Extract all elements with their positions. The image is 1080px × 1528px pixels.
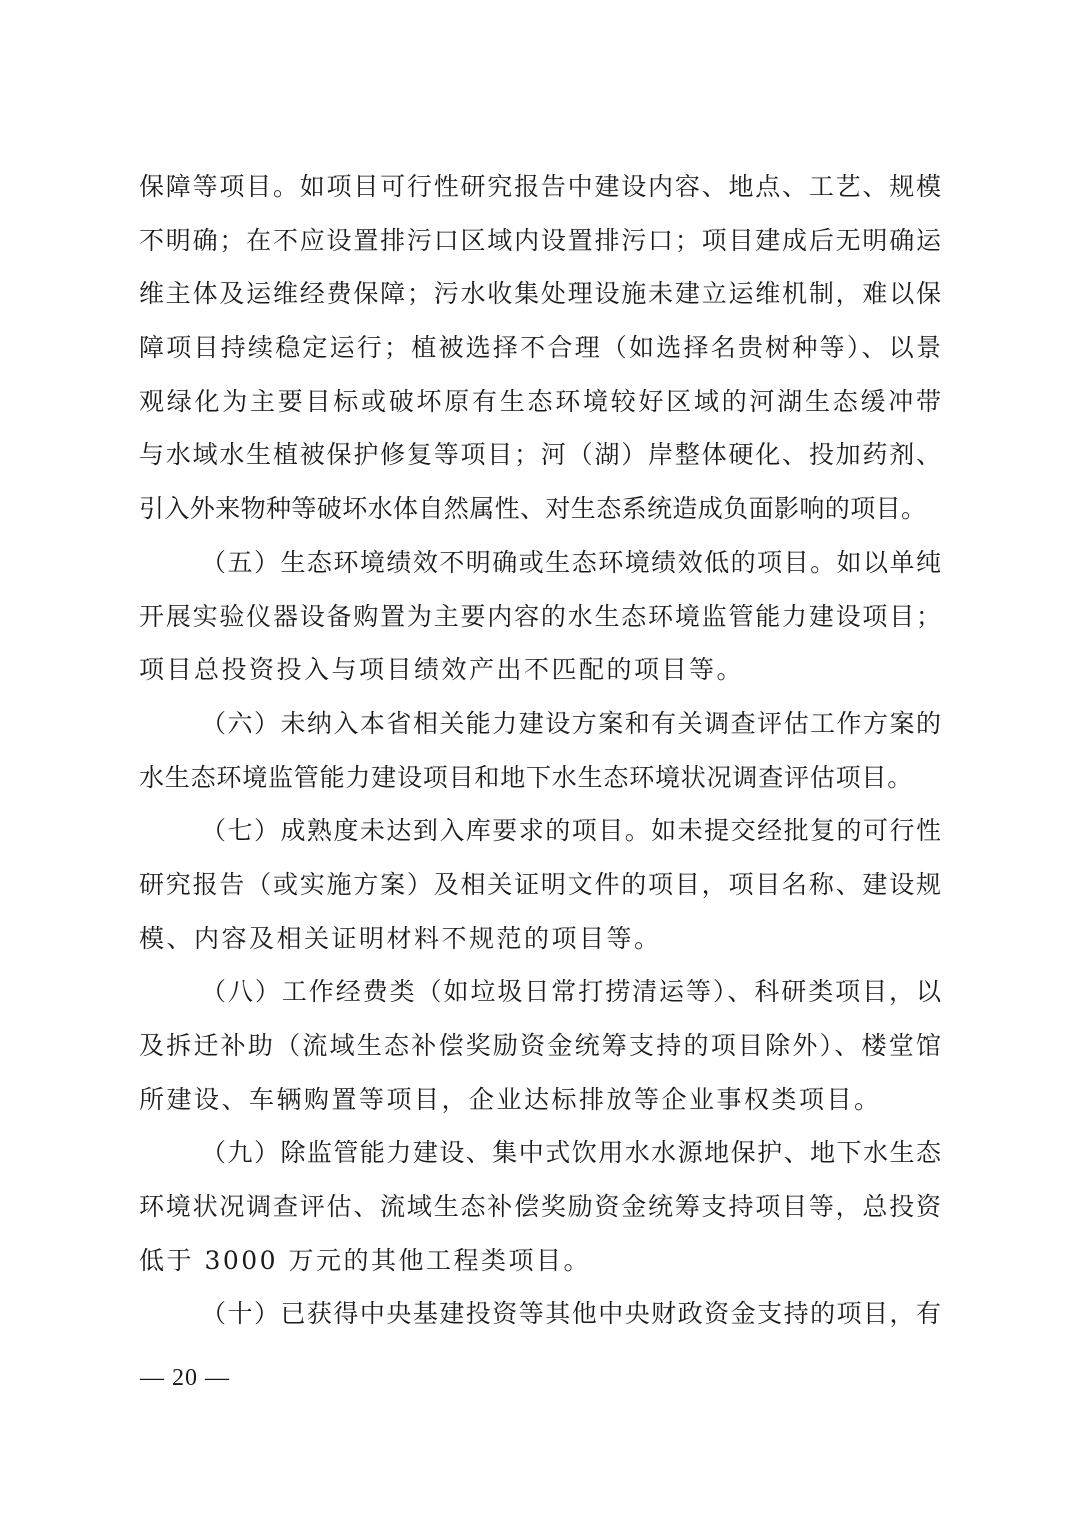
text-line-21: 低于 3000 万元的其他工程类项目。 (139, 1245, 592, 1275)
text-line-3: 维主体及运维经费保障；污水收集处理设施未建立运维机制，难以保 (139, 279, 941, 309)
text-line-1: 保障等项目。如项目可行性研究报告中建设内容、地点、工艺、规模 (139, 172, 941, 201)
text-line-9: 开展实验仪器设备购置为主要内容的水生态环境监管能力建设项目； (139, 601, 941, 631)
page-number: — 20 — (140, 1365, 230, 1391)
text-line-2: 不明确；在不应设置排污口区域内设置排污口；项目建成后无明确运 (139, 225, 941, 255)
text-line-20: 环境状况调查评估、流域生态补偿奖励资金统筹支持项目等，总投资 (139, 1192, 941, 1222)
text-line-12: 水生态环境监管能力建设项目和地下水生态环境状况调查评估项目。 (139, 762, 914, 792)
text-line-6: 与水域水生植被保护修复等项目；河（湖）岸整体硬化、投加药剂、 (139, 440, 941, 470)
text-line-15: 模、内容及相关证明材料不规范的项目等。 (139, 923, 662, 953)
section-9-heading-line: （九）除监管能力建设、集中式饮用水水源地保护、地下水生态 (201, 1138, 941, 1168)
text-line-4: 障项目持续稳定运行；植被选择不合理（如选择名贵树种等）、以景 (139, 333, 941, 363)
section-6-heading-line: （六）未纳入本省相关能力建设方案和有关调查评估工作方案的 (201, 708, 941, 738)
text-line-5: 观绿化为主要目标或破坏原有生态环境较好区域的河湖生态缓冲带 (139, 386, 941, 416)
section-5-heading-line: （五）生态环境绩效不明确或生态环境绩效低的项目。如以单纯 (201, 547, 941, 577)
text-line-18: 所建设、车辆购置等项目，企业达标排放等企业事权类项目。 (139, 1084, 882, 1114)
text-line-10: 项目总投资投入与项目绩效产出不匹配的项目等。 (139, 655, 745, 685)
text-line-17: 及拆迁补助（流域生态补偿奖励资金统筹支持的项目除外）、楼堂馆 (139, 1031, 941, 1060)
section-10-heading-line: （十）已获得中央基建投资等其他中央财政资金支持的项目，有 (201, 1299, 941, 1329)
section-8-heading-line: （八）工作经费类（如垃圾日常打捞清运等）、科研类项目，以 (201, 977, 941, 1007)
body-text (139, 160, 941, 1341)
text-line-14: 研究报告（或实施方案）及相关证明文件的项目，项目名称、建设规 (139, 869, 941, 899)
text-line-7: 引入外来物种等破坏水体自然属性、对生态系统造成负面影响的项目。 (139, 494, 927, 524)
section-7-heading-line: （七）成熟度未达到入库要求的项目。如未提交经批复的可行性 (201, 816, 941, 846)
